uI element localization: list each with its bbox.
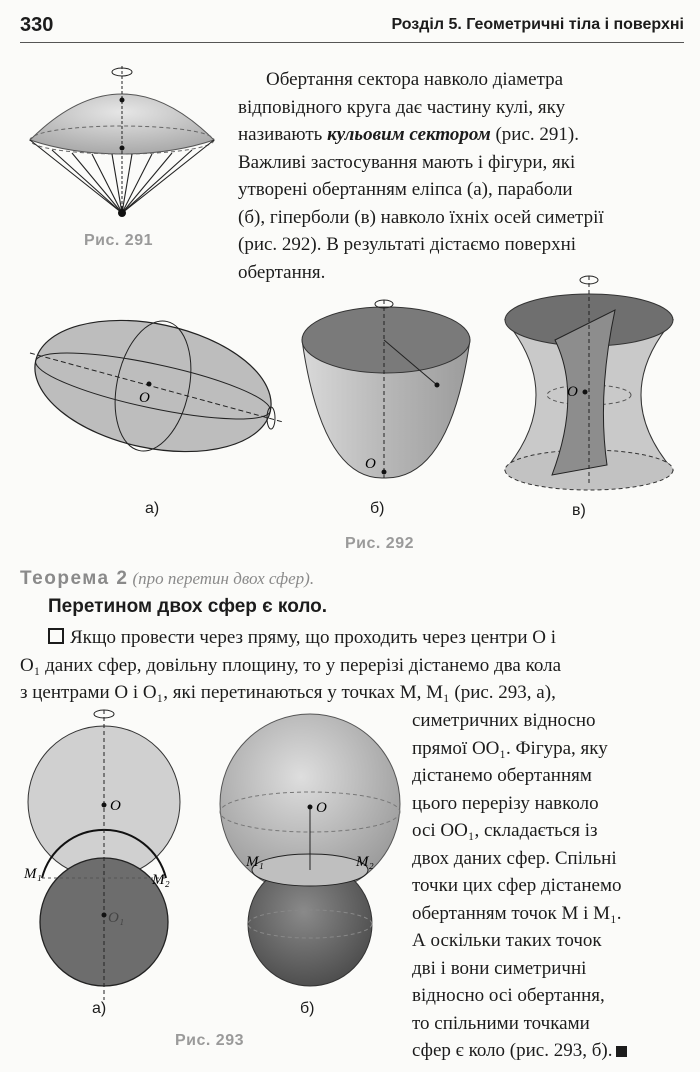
figure-292b-center-label: O (365, 456, 376, 472)
text-line: дістанемо обертанням (412, 765, 592, 786)
figure-292a-label: а) (145, 500, 160, 517)
term-spherical-sector: кульовим сектором (327, 124, 491, 145)
text-line: відносно осі обертання, (412, 985, 605, 1006)
theorem-heading (20, 568, 314, 590)
proof-start-marker (48, 628, 64, 644)
figure-292c-hyperboloid (497, 270, 682, 495)
figure-291-spherical-sector (22, 58, 232, 228)
figure-292-caption: Рис. 292 (345, 535, 414, 552)
text-line: відповідного круга дає частину кулі, яку (238, 96, 566, 118)
text-fragment: сфер є коло (рис. 293, б). (412, 1040, 613, 1061)
figure-293b-M1-label: M₁ (246, 854, 264, 870)
text-line (412, 1037, 675, 1065)
intro-paragraph (238, 66, 675, 286)
figure-292c-label: в) (572, 502, 586, 519)
text-line: обертання. (238, 261, 326, 283)
proof-paragraph-column (412, 707, 675, 1065)
figure-293b-O-label: O (316, 800, 327, 816)
text-line: (б), гіперболи (в) навколо їхніх осей симетрії (238, 206, 604, 228)
text-line: точки цих сфер дістанемо (412, 875, 622, 896)
text-fragment: називають (238, 124, 328, 145)
text-line: дві і вони симетричні (412, 957, 587, 979)
figure-292a-center-label: O (139, 390, 150, 406)
figure-293a-label: а) (92, 1000, 107, 1017)
text-line: прямої OO₁. Фігура, яку (412, 737, 608, 759)
theorem-statement: Перетином двох сфер є коло. (48, 596, 328, 617)
figure-293a-M2-label: M₂ (152, 872, 170, 888)
text-line: то спільними точками (412, 1012, 590, 1034)
page-header (20, 8, 684, 38)
text-line: двох даних сфер. Спільні (412, 847, 617, 869)
figure-293a-O1-label: O₁ (108, 910, 125, 926)
text-line: утворені обертанням еліпса (а), параболи (238, 179, 573, 200)
theorem-note: (про перетин двох сфер). (132, 569, 315, 588)
text-line: Обертання сектора навколо діаметра (266, 69, 564, 90)
text-line (20, 624, 675, 652)
header-rule (20, 42, 684, 43)
figure-293-caption: Рис. 293 (175, 1032, 244, 1049)
figure-292c-center-label: O (567, 384, 578, 400)
figure-293b-label: б) (300, 1000, 315, 1017)
text-line: обертанням точок M і M₁. (412, 902, 622, 924)
text-line: осі OO₁, складається із (412, 820, 598, 841)
figure-293a-M1-label: M₁ (24, 866, 42, 882)
text-line: А оскільки таких точок (412, 930, 602, 951)
text-fragment: Якщо провести через пряму, що проходить через центри O і (70, 627, 557, 648)
text-line: цього перерізу навколо (412, 792, 599, 814)
figure-291-caption: Рис. 291 (84, 232, 153, 249)
text-line: з центрами O і O₁, які перетинаються у точках M, M₁ (рис. 293, а), (20, 682, 556, 703)
figure-293b-intersecting-spheres (212, 712, 412, 1002)
proof-end-marker (616, 1046, 627, 1057)
figure-293b-M2-label: M₂ (356, 854, 374, 870)
figure-292b-label: б) (370, 500, 385, 517)
running-title: Розділ 5. Геометричні тіла і поверхні (391, 16, 684, 33)
text-line: (рис. 292). В результаті дістаємо поверхні (238, 234, 577, 255)
text-fragment: (рис. 291). (490, 124, 579, 145)
figure-292a-ellipsoid (25, 298, 295, 468)
text-line (238, 121, 675, 149)
proof-paragraph (20, 624, 675, 707)
page-number: 330 (20, 14, 54, 36)
text-line: Важливі застосування мають і фігури, які (238, 151, 576, 173)
figure-293a-O-label: O (110, 798, 121, 814)
figure-293a-intersecting-circles (22, 700, 192, 1000)
text-line: симетричних відносно (412, 710, 596, 731)
theorem-title: Теорема 2 (20, 568, 129, 589)
figure-292b-paraboloid (292, 290, 482, 490)
text-line: O₁ даних сфер, довільну площину, то у перерізі дістанемо два кола (20, 654, 562, 676)
